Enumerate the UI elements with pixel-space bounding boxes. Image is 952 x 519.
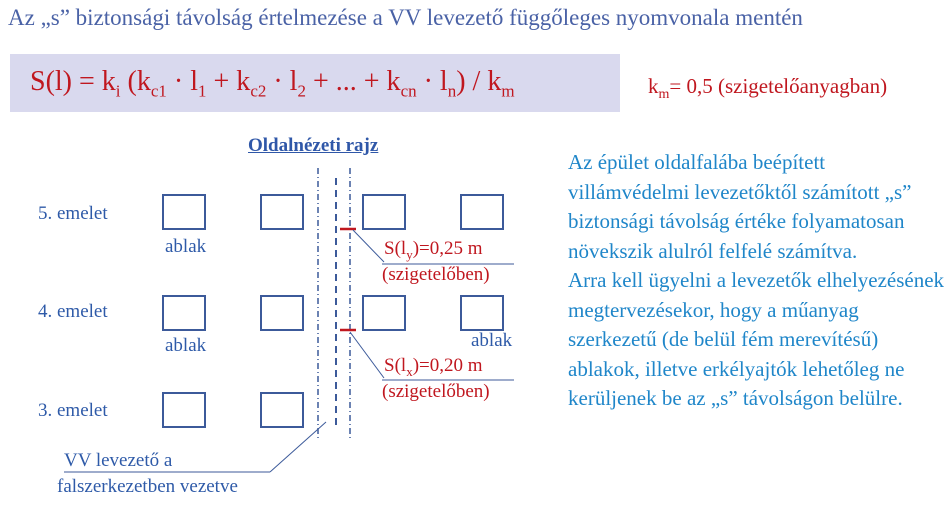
ann-prefix: S(l bbox=[384, 238, 407, 259]
floor-label-3: 3. emelet bbox=[38, 400, 108, 421]
formula-part: · l bbox=[166, 66, 199, 97]
formula-sub: cn bbox=[400, 81, 417, 101]
annotation-upper-value bbox=[384, 238, 483, 263]
description-paragraph-1: Az épület oldalfalába beépített villámvédelmi levezetőktől számított „s” biztonsági távolság értéke folyamatosan növekszik alulról felfelé számítva. bbox=[568, 150, 912, 263]
leader-conductor bbox=[270, 422, 326, 472]
ann-suffix: )=0,20 m bbox=[412, 355, 483, 376]
formula-sub: 1 bbox=[198, 81, 207, 101]
formula-sub: n bbox=[447, 81, 457, 101]
diagram-title: Oldalnézeti rajz bbox=[248, 135, 379, 156]
window-3-1 bbox=[162, 392, 206, 428]
description-text bbox=[568, 148, 948, 414]
floor-label-4: 4. emelet bbox=[38, 301, 108, 322]
conductor-label-line2: falszerkezetben vezetve bbox=[57, 476, 238, 497]
window-label: ablak bbox=[165, 236, 207, 257]
formula-part: · l bbox=[416, 66, 448, 97]
formula-part: + ... + k bbox=[305, 66, 401, 97]
leader-upper bbox=[353, 230, 384, 262]
window-5-1 bbox=[162, 194, 206, 230]
formula-sub: 2 bbox=[297, 81, 306, 101]
window-4-2 bbox=[260, 295, 304, 331]
formula-sub: c2 bbox=[250, 81, 267, 101]
formula-part: (k bbox=[120, 66, 151, 97]
km-rest: = 0,5 (szigetelőanyagban) bbox=[669, 74, 888, 98]
window-4-3 bbox=[362, 295, 406, 331]
window-label: ablak bbox=[165, 335, 207, 356]
formula-part: + k bbox=[206, 66, 251, 97]
description-paragraph-2: Arra kell ügyelni a levezetők elhelyezésének megtervezésekor, hogy a műanyag szerkezetű (de belül fém merevítésű) ablakok, illetve erkélyajtók lehetőleg ne kerüljenek be az „s” távolságon belülre. bbox=[568, 268, 945, 410]
ann-sub: x bbox=[406, 363, 413, 379]
formula-part: S(l) = k bbox=[30, 66, 116, 97]
formula-sub: i bbox=[115, 81, 121, 101]
formula-part: ) / k bbox=[456, 66, 502, 97]
window-3-2 bbox=[260, 392, 304, 428]
window-label: ablak bbox=[471, 330, 513, 351]
slide-title: Az „s” biztonsági távolság értelmezése a VV levezető függőleges nyomvonala mentén bbox=[8, 5, 803, 30]
annotation-upper-note: (szigetelőben) bbox=[382, 264, 490, 285]
formula-sub: m bbox=[501, 81, 515, 101]
km-sub: m bbox=[658, 87, 670, 103]
annotation-lower-value bbox=[384, 355, 483, 380]
leader-lower bbox=[350, 332, 384, 378]
ann-sub: y bbox=[406, 246, 413, 262]
window-5-3 bbox=[362, 194, 406, 230]
window-5-4 bbox=[460, 194, 504, 230]
ann-suffix: )=0,25 m bbox=[412, 238, 483, 259]
ann-prefix: S(l bbox=[384, 355, 407, 376]
annotation-lower-note: (szigetelőben) bbox=[382, 381, 490, 402]
formula-sub: c1 bbox=[150, 81, 167, 101]
window-4-4 bbox=[460, 295, 504, 331]
window-5-2 bbox=[260, 194, 304, 230]
km-k: k bbox=[648, 74, 659, 98]
formula-part: · l bbox=[266, 66, 298, 97]
floor-label-5: 5. emelet bbox=[38, 203, 108, 224]
window-4-1 bbox=[162, 295, 206, 331]
conductor-label-line1: VV levezető a bbox=[64, 450, 173, 471]
